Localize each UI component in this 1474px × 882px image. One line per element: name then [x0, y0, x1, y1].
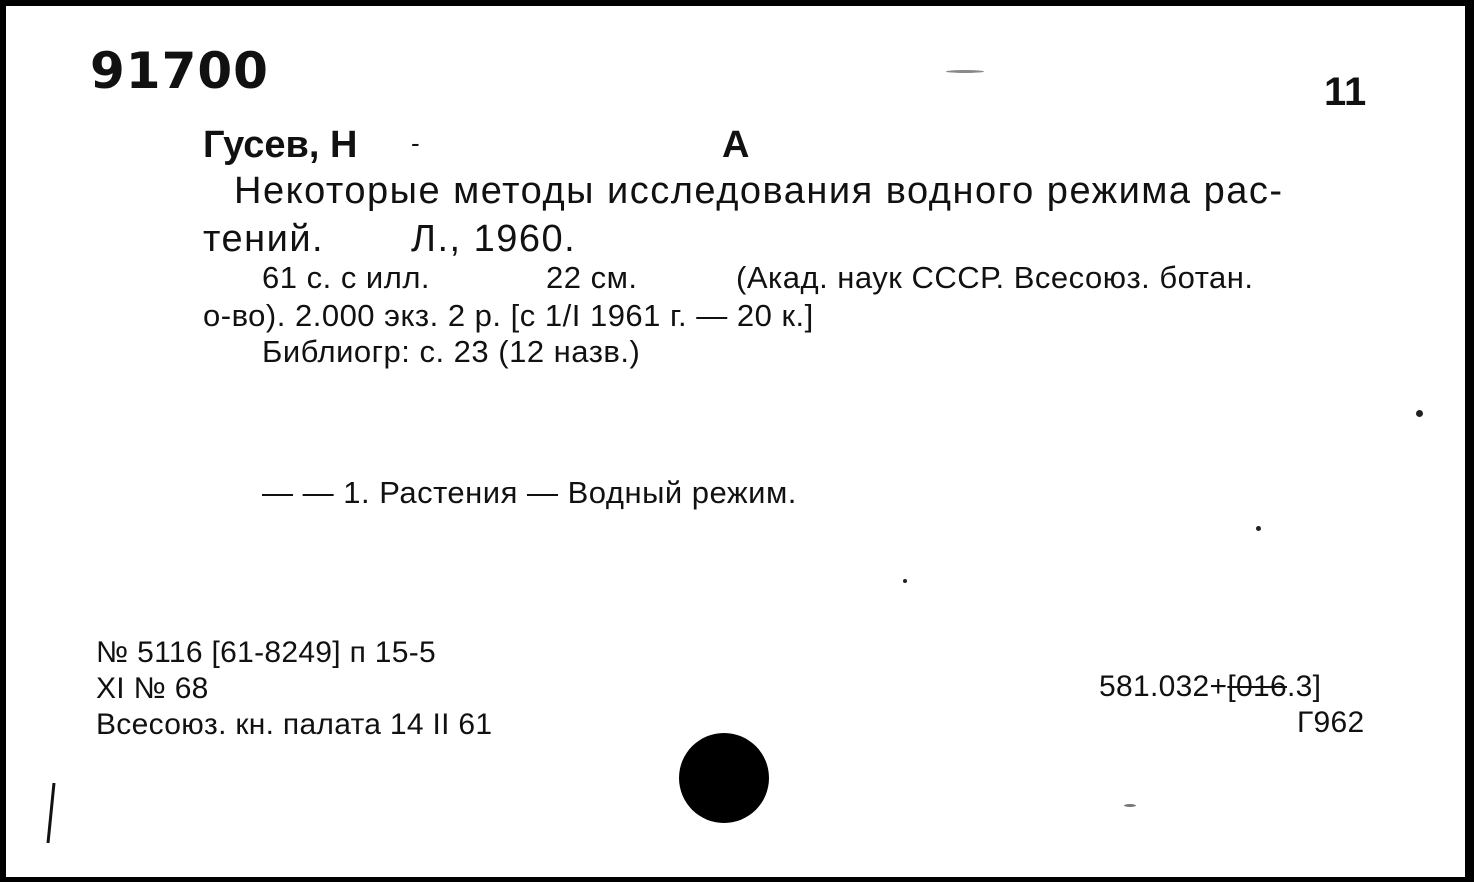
speck-mark [1256, 526, 1261, 531]
punch-hole [679, 733, 769, 823]
handwritten-accession-number: 91700 [90, 42, 269, 100]
title-line-2-word: тений. [203, 218, 325, 260]
classification-struck: [016 [1227, 670, 1287, 703]
classification-code [1099, 670, 1321, 704]
classification-tail: .3] [1286, 670, 1322, 703]
author-mark: - [411, 128, 420, 158]
speck-mark [1124, 804, 1136, 807]
issue-number: XI № 68 [96, 672, 209, 705]
author-name: Гусев, Н [203, 124, 358, 166]
description-size: 22 см. [546, 260, 638, 295]
author-mark-code: Г962 [1297, 706, 1365, 739]
card-number: 11 [1324, 70, 1367, 114]
classification-main: 581.032+ [1099, 670, 1228, 703]
bibliography-note: Библиогр: с. 23 (12 назв.) [262, 334, 641, 369]
subject-heading: — — 1. Растения — Водный режим. [262, 475, 797, 510]
title-line-2-place: Л., 1960. [411, 218, 577, 260]
smudge-mark [946, 70, 984, 73]
record-number: № 5116 [61-8249] п 15-5 [96, 636, 436, 669]
description-series: (Акад. наук СССР. Всесоюз. ботан. [736, 260, 1254, 295]
pencil-stroke [34, 778, 64, 848]
book-chamber-line: Всесоюз. кн. палата 14 II 61 [96, 708, 493, 741]
description-line-2: о-во). 2.000 экз. 2 р. [с 1/I 1961 г. — 20 к.] [203, 298, 814, 333]
description-pages: 61 с. с илл. [262, 260, 431, 295]
speck-mark [903, 579, 907, 583]
author-initial: А [722, 124, 750, 166]
title-line-1: Некоторые методы исследования водного режима рас- [234, 170, 1284, 212]
speck-mark [1416, 410, 1423, 417]
